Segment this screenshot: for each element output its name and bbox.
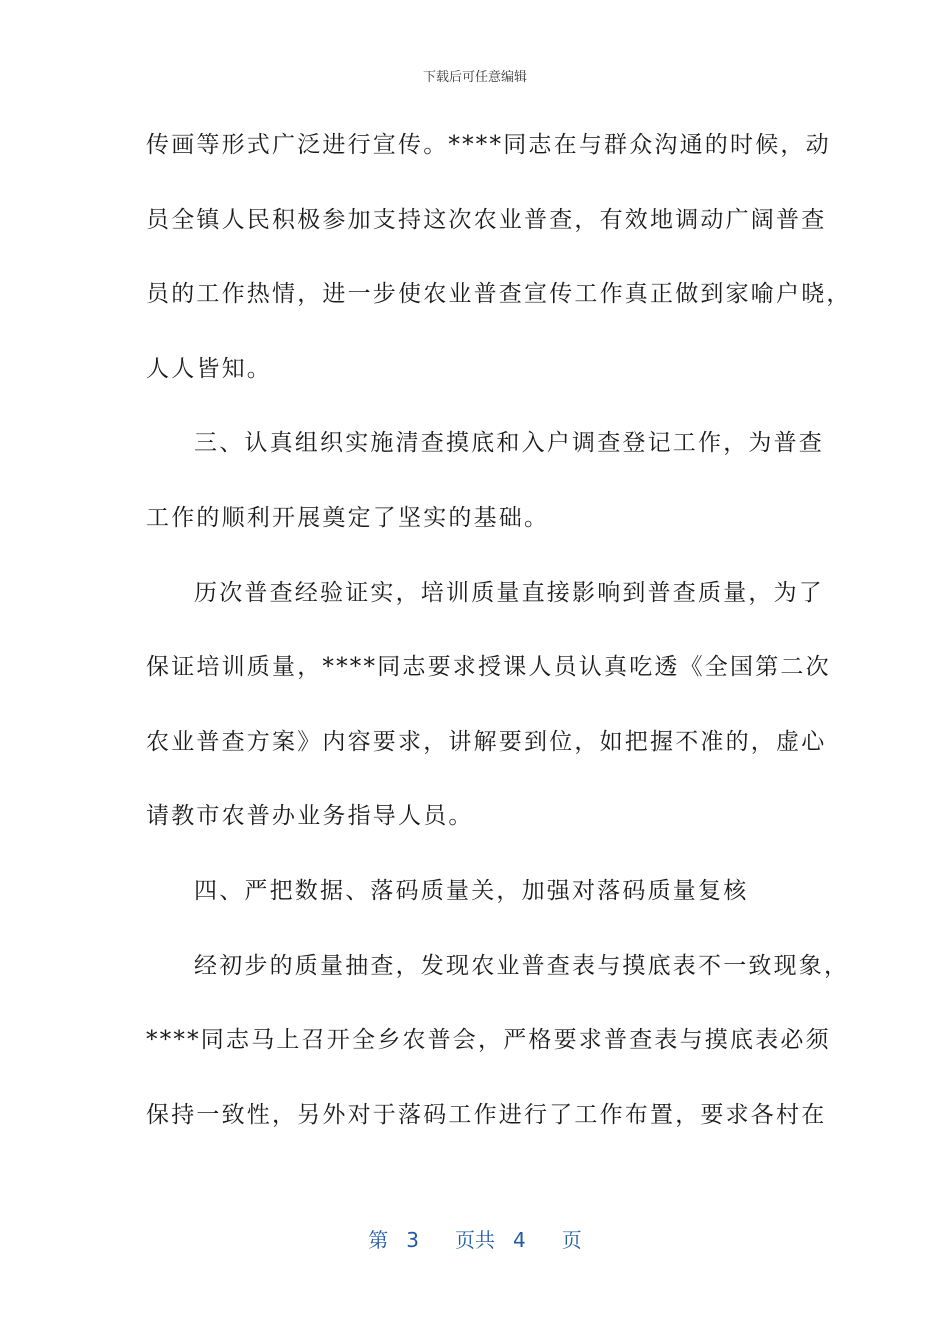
footer-label-of: 页共	[455, 1228, 495, 1252]
paragraph-line: ****同志马上召开全乡农普会，严格要求普查表与摸底表必须	[146, 1027, 831, 1054]
paragraph-line: 工作的顺利开展奠定了坚实的基础。	[146, 504, 550, 531]
paragraph-line: 人人皆知。	[146, 355, 272, 382]
footer-label-page: 第	[368, 1228, 389, 1252]
paragraph-line: 经初步的质量抽查，发现农业普查表与摸底表不一致现象，	[194, 952, 850, 979]
paragraph-line: 员的工作热情，进一步使农业普查宣传工作真正做到家喻户晓，	[146, 281, 852, 308]
footer-label-end: 页	[561, 1228, 582, 1252]
paragraph-line: 保持一致性，另外对于落码工作进行了工作布置，要求各村在	[146, 1101, 827, 1128]
paragraph-line: 员全镇人民积极参加支持这次农业普查，有效地调动广阔普查	[146, 206, 827, 233]
footer-current-page: 3	[406, 1228, 419, 1252]
paragraph-line: 传画等形式广泛进行宣传。****同志在与群众沟通的时候，动	[146, 132, 831, 158]
paragraph-line: 农业普查方案》内容要求，讲解要到位，如把握不准的，虚心	[146, 728, 827, 755]
paragraph-line: 历次普查经验证实，培训质量直接影响到普查质量，为了	[194, 579, 824, 606]
section-heading-4: 四、严把数据、落码质量关，加强对落码质量复核	[194, 877, 749, 904]
paragraph-line: 保证培训质量，****同志要求授课人员认真吃透《全国第二次	[146, 654, 831, 681]
section-heading-3: 三、认真组织实施清查摸底和入户调查登记工作，为普查	[194, 430, 824, 457]
page-header: 下载后可任意编辑	[422, 70, 527, 85]
document-body	[146, 122, 852, 1166]
page-footer	[0, 1224, 950, 1253]
footer-total-pages: 4	[513, 1228, 526, 1252]
paragraph-line: 请教市农普办业务指导人员。	[146, 803, 474, 830]
